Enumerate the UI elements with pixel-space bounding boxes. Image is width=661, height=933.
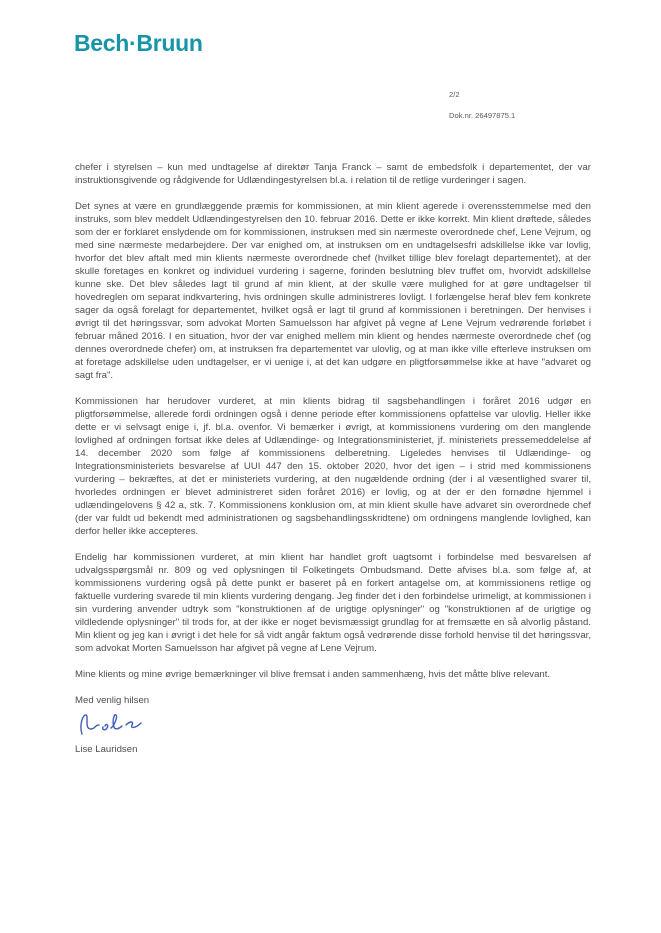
bech-bruun-logo: Bech·Bruun (74, 30, 203, 56)
paragraph: Mine klients og mine øvrige bemærkninger vil blive fremsat i anden sammenhæng, hvis det måtte blive relevant. (75, 669, 551, 680)
signature-scribble-icon (75, 709, 147, 741)
doc-number: Dok.nr. 26497875.1 (449, 111, 516, 120)
paragraph: Endelig har kommissionen vurderet, at min klient har handlet groft uagtsomt i forbindelse med besvarelsen af udvalgsspørgsmål nr. 809 og ved oplysningen til Folketingets Ombudsmand. Dette afvises bl.a. som følge af, at kommissionens vurdering også på dette punkt er baseret på en forkert antagelse om, at kommissionens retlige og faktuelle vurdering svarede til min klients vurdering dengang. Jeg finder det i den forbindelse urimeligt, at kommissionen i sin vurdering anvender udtryk som "konstruktionen af de urigtige oplysninger" og "konstruktionen af de urigtige og vildledende oplysninger" til trods for, at der ikke er noget bevismæssigt grundlag for at fremsætte en så alvorlig påstand. Min klient og jeg kan i øvrigt i det hele for så vidt angår faktum også vedrørende disse forhold henvise til det høringssvar, som advokat Morten Samuelsson har afgivet på vegne af Lene Vejrum. (75, 552, 591, 654)
closing-salutation: Med venlig hilsen (75, 695, 150, 706)
paragraph: Det synes at være en grundlæggende præmis for kommissionen, at min klient agerede i overensstemmelse med den instruks, som blev meddelt Udlændingestyrelsen den 10. februar 2016. Dette er ikke korrekt. Min klient drøftede, således som der er forklaret enslydende om for kommissionen, instruksen med sin nærmeste overordnede chef, Lene Vejrum, og med sine nærmeste medarbejdere. Der var enighed om, at instruksen om en undtagelsesfri adskillelse ikke var lovlig, hvorfor det blev aftalt med min klients nærmeste overordnede chef (hvilket tillige blev forelagt departementet), at der skulle foretages en konkret og individuel vurdering i sagerne, forinden beslutning blev truffet om, hvorvidt adskillelse kunne ske. Det blev således lagt til grund af min klient, at der skulle være mulighed for at gøre undtagelser til hovedreglen om separat indkvartering, hvis ordningen skulle administreres lovligt. I forlængelse heraf blev fem konkrete sager da også forelagt for departementet, hvilket også er lagt til grund af kommissionen i beretningen. Der henvises i øvrigt til det høringssvar, som advokat Morten Samuelsson har afgivet på vegne af Lene Vejrum vedrørende forløbet i februar måned 2016. I en situation, hvor der var enighed mellem min klient og hendes nærmeste overordnede chef (og dennes overordnede chefer) om, at instruksen fra departementet var ulovlig, og at man ikke ville efterleve instruksen om at foretage adskillelse uden undtagelser, er vi uenige i, at det kan udgøre en pligtforsømmelse ikke at have "advaret og sagt fra". (75, 201, 591, 381)
handwritten-signature (75, 709, 591, 743)
letter-body (75, 161, 591, 756)
page-number: 2/2 (449, 90, 460, 99)
signatory-name: Lise Lauridsen (75, 744, 138, 755)
page-meta (449, 90, 515, 121)
paragraph: Kommissionen har herudover vurderet, at min klients bidrag til sagsbehandlingen i foråret 2016 udgør en pligtforsømmelse, allerede fordi ordningen også i denne periode efter kommissionens opfattelse var ulovlig. Heller ikke dette er vi selvsagt enige i, jf. bl.a. ovenfor. Vi bemærker i øvrigt, at kommissionens vurdering om den manglende lovlighed af ordningen fortsat ikke deles af Udlændinge- og Integrationsministeriet, jf. ministeriets pressemeddelelse af 14. december 2020 som følge af kommissionens delberetning. Ligeledes henvises til Udlændinge- og Integrationsministeriets besvarelse af UUI 447 den 15. oktober 2020, hvor det igen – i strid med kommissionens vurdering – bekræftes, at det er ministeriets vurdering, at den nugældende ordning (der i al væsentlighed svarer til, hvorledes ordningen er blevet administreret siden foråret 2016) er lovlig, og at der er den fornødne hjemmel i udlændingelovens § 42 a, stk. 7. Kommissionens konklusion om, at min klient skulle have advaret sin overordnede chef (der var fuldt ud bekendt med administrationen og sagsbehandlingsskridtene) om ordningens manglende lovlighed, kan derfor heller ikke accepteres. (75, 396, 591, 537)
paragraph-continuation: chefer i styrelsen – kun med undtagelse af direktør Tanja Franck – samt de embedsfolk i departementet, der var instruktionsgivende og rådgivende for Udlændingestyrelsen bl.a. i relation til de retlige vurderinger i sagen. (75, 162, 591, 186)
